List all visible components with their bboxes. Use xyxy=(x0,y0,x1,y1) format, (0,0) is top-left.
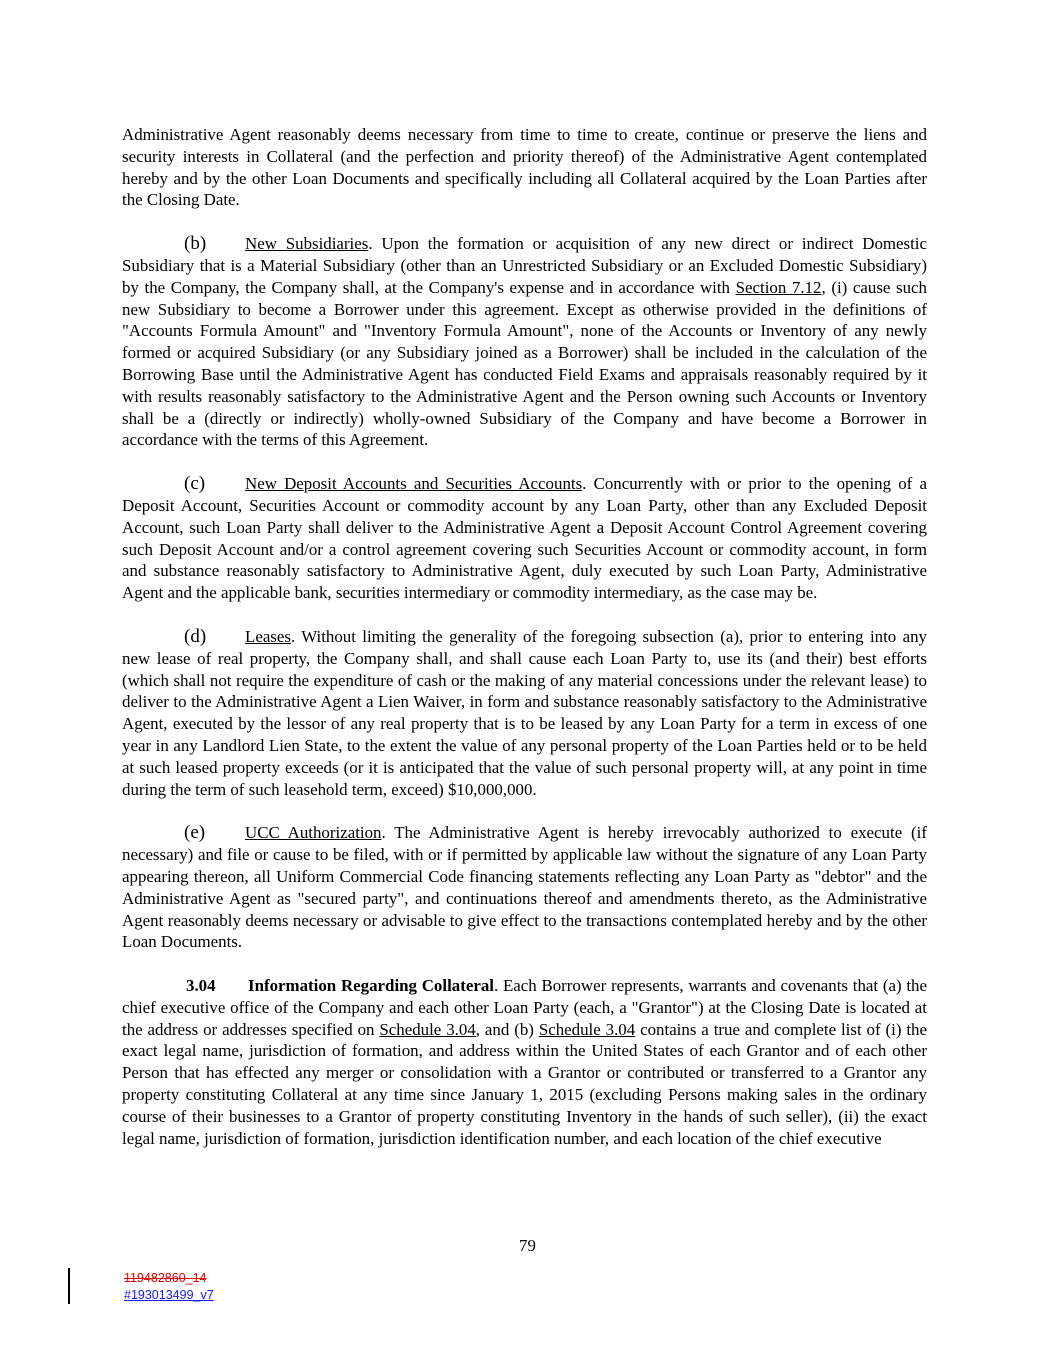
paragraph-e xyxy=(122,822,927,953)
document-body xyxy=(122,124,927,1171)
section-7-12-link[interactable]: Section 7.12 xyxy=(735,277,822,297)
heading-leases: Leases xyxy=(245,626,291,646)
paragraph-e-text: . The Administrative Agent is hereby irrevocably authorized to execute (if necessary) and file or cause to be filed, with or if permitted by applicable law without the signature of any Loan Party appearing thereon, all Uniform Commercial Code financing statements reflecting any Loan Party as "debtor" and the Administrative Agent as "secured party", and continuations thereof and amendments thereto, as the Administrative Agent reasonably deems necessary or advisable to give effect to the transactions contemplated hereby and by the other Loan Documents. xyxy=(122,823,927,952)
paragraph-intro: Administrative Agent reasonably deems necessary from time to time to create, continue or preserve the liens and security interests in Collateral (and the perfection and priority thereof) of the Administrative Agent contemplated hereby and by the other Loan Documents and specifically including all Collateral acquired by the Loan Parties after the Closing Date. xyxy=(122,125,927,210)
section-3-04 xyxy=(122,975,927,1149)
subsection-label-d: (d) xyxy=(184,625,207,647)
paragraph-b xyxy=(122,233,927,451)
section-title: Information Regarding Collateral xyxy=(248,976,494,996)
section-3-04-text-3: contains a true and complete list of (i) the exact legal name, jurisdiction of formation, and address within the United States of each Grantor and of each other Person that has effected any merger or consolidation with a Grantor or contributed or transferred to a Grantor any property constituting Collateral at any time since January 1, 2015 (excluding Persons making sales in the ordinary course of their businesses to a Grantor of property constituting Inventory in the hands of such seller), (ii) the exact legal name, jurisdiction of formation, jurisdiction identification number, and each location of the chief executive xyxy=(122,1019,928,1148)
schedule-3-04-link[interactable]: Schedule 3.04 xyxy=(379,1019,476,1039)
footer-doc-ids xyxy=(124,1270,214,1304)
page-number: 79 xyxy=(519,1236,536,1255)
heading-new-subsidiaries: New Subsidiaries xyxy=(245,234,369,254)
inserted-document-id: #193013499_v7 xyxy=(124,1288,214,1302)
revision-change-bar xyxy=(68,1268,70,1304)
paragraph-c-text: . Concurrently with or prior to the opening of a Deposit Account, Securities Account or commodity account by any Loan Party, other than any Excluded Deposit Account, such Loan Party shall deliver to the Administrative Agent a Deposit Account Control Agreement covering such Deposit Account and/or a control agreement covering such Securities Account or commodity account, in form and substance reasonably satisfactory to Administrative Agent, duly executed by such Loan Party, Administrative Agent and the applicable bank, securities intermediary or commodity intermediary, as the case may be. xyxy=(122,474,927,603)
subsection-label-e: (e) xyxy=(184,822,206,844)
paragraph-b-text-2: , (i) cause such new Subsidiary to become a Borrower under this agreement. Except as otherwise provided in the definitions of "Accounts Formula Amount" and "Inventory Formula Amount", none of the Accounts or Inventory of any newly formed or acquired Subsidiary (or any Subsidiary joined as a Borrower) shall be included in the calculation of the Borrowing Base until the Administrative Agent has conducted Field Exams and appraisals reasonably required by it with results reasonably satisfactory to the Administrative Agent and the Person owning such Accounts or Inventory shall be a (directly or indirectly) wholly-owned Subsidiary of the Company and have become a Borrower in accordance with the terms of this Agreement. xyxy=(122,277,927,450)
section-3-04-text-1: . Each Borrower represents, warrants and covenants that (a) the chief executive office of the Company and each other Loan Party (each, a "Grantor") at the Closing Date is located at the address or addresses specified on xyxy=(122,976,928,1039)
schedule-3-04-link-2[interactable]: Schedule 3.04 xyxy=(538,1019,636,1039)
paragraph-b-text-1: . Upon the formation or acquisition of any new direct or indirect Domestic Subsidiary that is a Material Subsidiary (other than an Unrestricted Subsidiary or an Excluded Domestic Subsidiary) by the Company, the Company shall, at the Company's expense and in accordance with xyxy=(122,234,927,297)
subsection-label-b: (b) xyxy=(184,233,207,255)
section-number: 3.04 xyxy=(186,976,216,996)
paragraph-d xyxy=(122,626,927,800)
deleted-document-id: 119482860_14 xyxy=(124,1271,207,1285)
paragraph-d-text: . Without limiting the generality of the foregoing subsection (a), prior to entering into any new lease of real property, the Company shall, and shall cause each Loan Party to, use its (and their) best efforts (which shall not require the expenditure of cash or the making of any material concessions under the relevant lease) to deliver to the Administrative Agent a Lien Waiver, in form and substance reasonably satisfactory to the Administrative Agent, executed by the lessor of any real property that is to be leased by any Loan Party for a term in excess of one year in any Landlord Lien State, to the extent the value of any personal property of the Loan Parties held or to be held at such leased property exceeds (or it is anticipated that the value of such personal property will, at any point in time during the term of such leasehold term, exceed) $10,000,000. xyxy=(122,626,927,799)
paragraph-c xyxy=(122,473,927,604)
heading-ucc-authorization: UCC Authorization xyxy=(245,823,382,843)
section-3-04-text-2: , and (b) xyxy=(475,1019,539,1039)
heading-new-deposit-accounts: New Deposit Accounts and Securities Accounts xyxy=(245,474,583,494)
subsection-label-c: (c) xyxy=(184,473,206,495)
